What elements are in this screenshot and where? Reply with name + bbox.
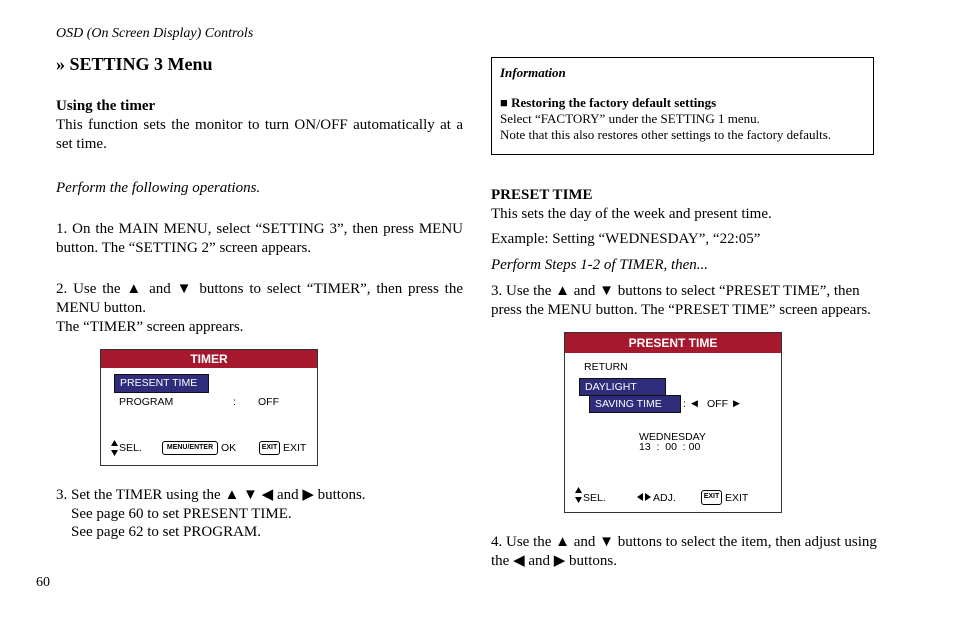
info-line-2: Note that this also restores other settings to the factory defaults. bbox=[500, 127, 832, 142]
menu-item-present-time[interactable]: PRESENT TIME bbox=[114, 374, 209, 393]
preset-time-heading: PRESET TIME bbox=[491, 187, 593, 203]
day-value: WEDNESDAY bbox=[639, 431, 706, 443]
adj-label: ADJ. bbox=[653, 492, 676, 504]
return-item[interactable]: RETURN bbox=[584, 361, 628, 373]
left-arrow-icon[interactable]: ◀ bbox=[691, 398, 698, 408]
exit-label: EXIT bbox=[725, 492, 749, 504]
present-time-osd-screen bbox=[564, 332, 782, 513]
exit-label: EXIT bbox=[283, 442, 307, 454]
saving-colon: : bbox=[683, 398, 686, 410]
section-header: OSD (On Screen Display) Controls bbox=[56, 26, 254, 41]
perform-steps: Perform Steps 1-2 of TIMER, then... bbox=[491, 257, 709, 273]
preset-intro: This sets the day of the week and present time. bbox=[491, 206, 772, 222]
info-line-1: Select “FACTORY” under the SETTING 1 menu. bbox=[500, 111, 760, 126]
step-3-ref-present: See page 60 to set PRESENT TIME. bbox=[71, 506, 292, 522]
perform-text: Perform the following operations. bbox=[56, 180, 261, 196]
ok-label: OK bbox=[221, 442, 237, 454]
program-colon: : bbox=[233, 396, 236, 408]
step-3-ref-program: See page 62 to set PROGRAM. bbox=[71, 524, 261, 540]
info-heading: Information bbox=[500, 65, 566, 80]
timer-osd-title: TIMER bbox=[101, 350, 317, 368]
timer-osd-screen bbox=[100, 349, 318, 466]
saving-value: OFF bbox=[707, 398, 728, 410]
up-down-arrows-icon bbox=[111, 440, 118, 456]
step-1: 1. On the MAIN MENU, select “SETTING 3”, then press MENU button. The “SETTING 2” screen appears. bbox=[56, 221, 463, 256]
menu-enter-key-icon: MENU/ENTER bbox=[162, 441, 218, 455]
page-number: 60 bbox=[36, 575, 50, 590]
timer-intro: This function sets the monitor to turn ON/OFF automatically at a set time. bbox=[56, 117, 463, 152]
information-box bbox=[491, 57, 874, 155]
step-2-result: The “TIMER” screen apprears. bbox=[56, 319, 244, 335]
step-3: 3. Set the TIMER using the ▲ ▼ ◀ and ▶ buttons. bbox=[56, 487, 366, 503]
program-value: OFF bbox=[258, 396, 279, 408]
present-time-osd-title: PRESENT TIME bbox=[565, 333, 781, 353]
daylight-item[interactable]: DAYLIGHT bbox=[579, 378, 666, 396]
exit-key-icon: EXIT bbox=[701, 490, 722, 505]
menu-title: » SETTING 3 Menu bbox=[56, 54, 213, 74]
timer-heading: Using the timer bbox=[56, 98, 156, 114]
step-3-right: 3. Use the ▲ and ▼ buttons to select “PRESET TIME”, then press the MENU button. The “PRESET TIME” screen appears. bbox=[491, 283, 871, 318]
info-subheading: ■ Restoring the factory default settings bbox=[500, 95, 717, 110]
sel-label: SEL. bbox=[119, 442, 142, 454]
exit-key-icon: EXIT bbox=[259, 441, 280, 455]
sel-label: SEL. bbox=[583, 492, 606, 504]
right-arrow-icon[interactable]: ▶ bbox=[733, 398, 740, 408]
saving-time-item[interactable]: SAVING TIME bbox=[589, 395, 681, 413]
step-4: 4. Use the ▲ and ▼ buttons to select the item, then adjust using the ◀ and ▶ buttons. bbox=[491, 534, 877, 569]
up-down-arrows-icon bbox=[575, 487, 582, 503]
example-text: Example: Setting “WEDNESDAY”, “22:05” bbox=[491, 231, 761, 247]
left-right-arrows-icon bbox=[637, 493, 651, 501]
menu-item-program[interactable]: PROGRAM bbox=[119, 396, 174, 408]
time-value: 13 : 00 : 00 bbox=[639, 441, 701, 453]
step-2: 2. Use the ▲ and ▼ buttons to select “TIMER”, then press the MENU button. bbox=[56, 281, 463, 316]
